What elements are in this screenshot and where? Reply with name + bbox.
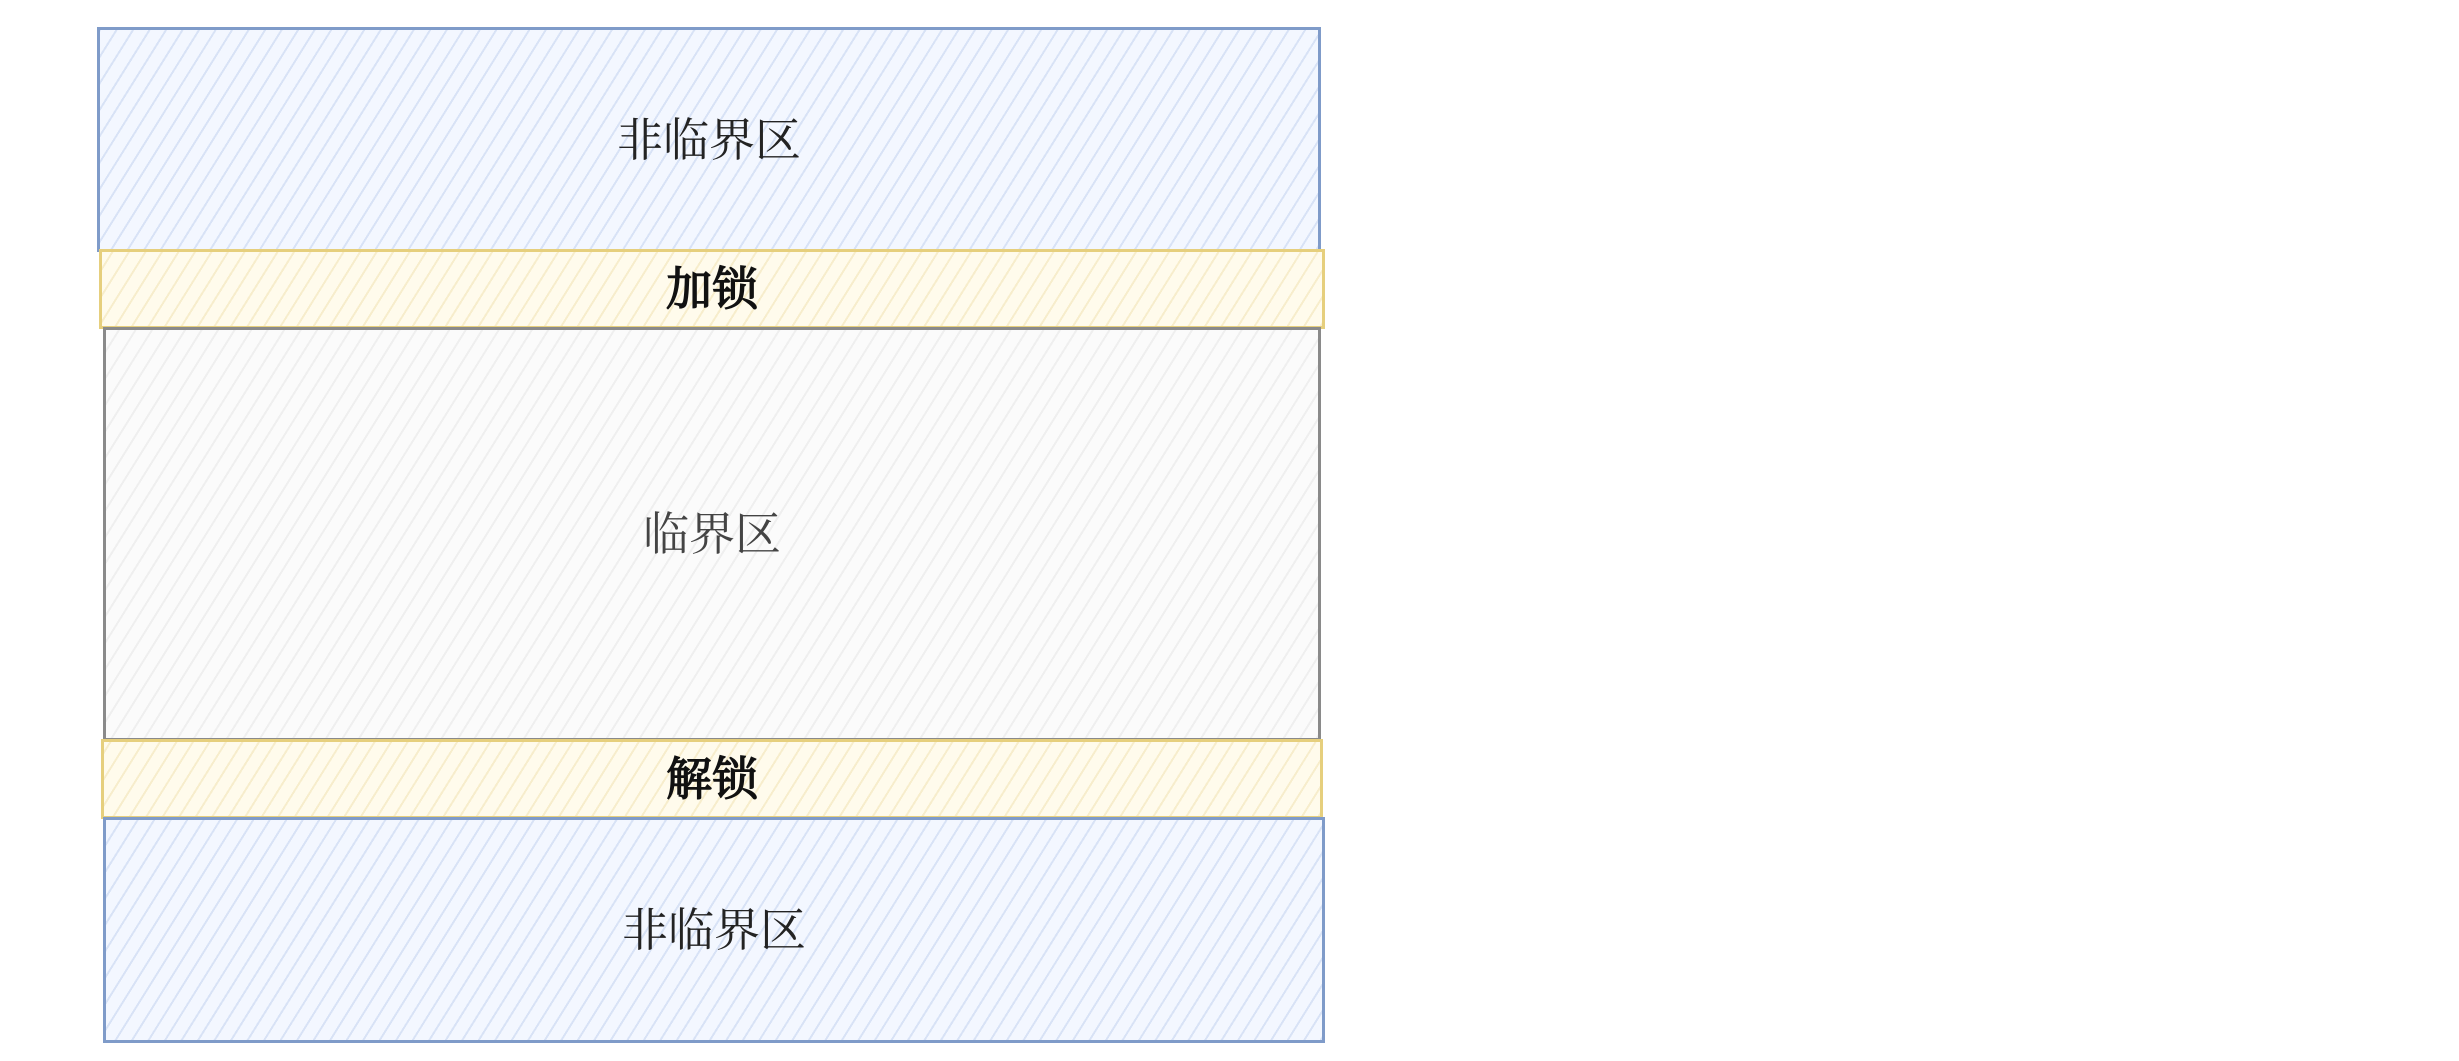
non-critical-section-bottom <box>103 817 1325 1043</box>
lock-step-label: 加锁 <box>666 262 758 316</box>
non-critical-section-top-label: 非临界区 <box>617 112 801 167</box>
non-critical-section-top <box>97 27 1321 252</box>
non-critical-section-bottom-label: 非临界区 <box>622 903 806 957</box>
critical-section <box>103 327 1321 741</box>
unlock-step-label: 解锁 <box>666 752 758 806</box>
critical-section-label: 临界区 <box>643 507 781 561</box>
unlock-step <box>101 739 1323 819</box>
lock-step <box>99 249 1325 329</box>
